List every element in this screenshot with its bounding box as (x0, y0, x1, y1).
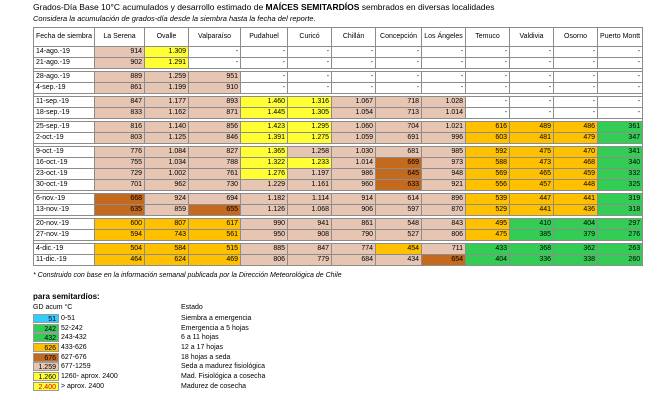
gd-value-cell: 908 (288, 230, 332, 241)
table-row (34, 194, 643, 205)
gd-value-cell: 1.309 (145, 47, 189, 58)
gd-value-cell: 885 (241, 244, 288, 255)
report-title: Grados-Día Base 10°C acumulados y desarrollo estimado de MAÍCES SEMITARDÍOS sembrados en diversas localidades (33, 2, 495, 12)
gd-value-cell: 655 (189, 205, 241, 216)
legend-range: 627-676 (61, 353, 87, 361)
gd-value-cell: 985 (422, 147, 466, 158)
gd-value-cell: 1.259 (145, 72, 189, 83)
gd-value-cell: 951 (189, 72, 241, 83)
table-row (34, 158, 643, 169)
gd-value-cell: 654 (422, 255, 466, 266)
gd-value-cell: 941 (288, 219, 332, 230)
gd-value-cell: 454 (376, 244, 422, 255)
column-header: Temuco (466, 28, 510, 47)
sowing-date-cell: 20-nov.-19 (34, 219, 95, 230)
gd-value-cell: 1.233 (288, 158, 332, 169)
gd-value-cell: 332 (598, 169, 643, 180)
gd-value-cell: - (466, 58, 510, 69)
legend-swatch: 432 (33, 333, 59, 342)
gd-value-cell: 1.197 (288, 169, 332, 180)
column-header: Chillán (332, 28, 376, 47)
gd-value-cell: 1.445 (241, 108, 288, 119)
gd-value-cell: 893 (189, 97, 241, 108)
table-row (34, 47, 643, 58)
legend-title: para semitardíos: (33, 292, 100, 301)
legend-range: 677-1259 (61, 363, 91, 371)
legend-state: 18 hojas a seda (181, 353, 231, 361)
gd-value-cell: - (510, 58, 554, 69)
sowing-date-cell: 16-oct.-19 (34, 158, 95, 169)
gd-value-cell: 1.322 (241, 158, 288, 169)
gd-value-cell: 1.054 (332, 108, 376, 119)
gd-value-cell: 385 (510, 230, 554, 241)
legend-swatch: 676 (33, 353, 59, 362)
gd-value-cell: 1.305 (288, 108, 332, 119)
gd-value-cell: 896 (422, 194, 466, 205)
gd-value-cell: - (466, 72, 510, 83)
gd-value-cell: - (598, 97, 643, 108)
legend-swatch: 242 (33, 324, 59, 333)
gd-value-cell: 336 (510, 255, 554, 266)
gd-value-cell: 527 (376, 230, 422, 241)
gd-value-cell: 755 (95, 158, 145, 169)
column-header: Concepción (376, 28, 422, 47)
gd-value-cell: 962 (145, 180, 189, 191)
table-body (34, 47, 643, 266)
table-row (34, 72, 643, 83)
legend-range: 0-51 (61, 315, 76, 322)
gd-value-cell: 669 (376, 158, 422, 169)
gd-value-cell: - (241, 83, 288, 94)
gd-value-cell: 1.162 (145, 108, 189, 119)
sowing-date-cell: 21-ago.-19 (34, 58, 95, 69)
column-header: Osorno (554, 28, 598, 47)
gd-value-cell: 803 (95, 133, 145, 144)
gd-value-cell: 1.365 (241, 147, 288, 158)
legend-state: Madurez de cosecha (181, 382, 246, 390)
gd-value-cell: 833 (95, 108, 145, 119)
gd-value-cell: 475 (466, 230, 510, 241)
gd-value-cell: 774 (332, 244, 376, 255)
gd-value-cell: 761 (189, 169, 241, 180)
gd-value-cell: 556 (466, 180, 510, 191)
gd-value-cell: - (554, 58, 598, 69)
gd-value-cell: - (466, 97, 510, 108)
gd-value-cell: - (189, 47, 241, 58)
gd-value-cell: 470 (554, 147, 598, 158)
gd-value-cell: - (466, 47, 510, 58)
gd-value-cell: 684 (332, 255, 376, 266)
gd-value-cell: 584 (145, 244, 189, 255)
gd-value-cell: 986 (332, 169, 376, 180)
gd-value-cell: 889 (95, 72, 145, 83)
gd-value-cell: 1.014 (422, 108, 466, 119)
footnote: * Construido con base en la información semanal publicada por la Dirección Meteorológica de Chile (33, 272, 342, 279)
gd-value-cell: - (510, 97, 554, 108)
gd-value-cell: 447 (510, 194, 554, 205)
gd-value-cell: 614 (376, 194, 422, 205)
gd-value-cell: 633 (376, 180, 422, 191)
column-header: Valparaíso (189, 28, 241, 47)
sowing-date-cell: 4-sep.-19 (34, 83, 95, 94)
gd-value-cell: 504 (95, 244, 145, 255)
gd-value-cell: 950 (241, 230, 288, 241)
gd-value-cell: 341 (598, 147, 643, 158)
gd-value-cell: 404 (554, 219, 598, 230)
gd-value-cell: 404 (466, 255, 510, 266)
gd-value-cell: 479 (554, 133, 598, 144)
table-row (34, 230, 643, 241)
gd-value-cell: 624 (145, 255, 189, 266)
gd-value-cell: 486 (554, 122, 598, 133)
sowing-date-cell: 18-sep.-19 (34, 108, 95, 119)
table-row (34, 58, 643, 69)
gd-value-cell: - (598, 83, 643, 94)
gd-value-cell: 1.002 (145, 169, 189, 180)
gd-value-cell: 361 (598, 122, 643, 133)
legend-swatch: 51 (33, 314, 59, 323)
sowing-date-cell: 2-oct.-19 (34, 133, 95, 144)
gd-value-cell: 515 (189, 244, 241, 255)
gd-value-cell: - (510, 47, 554, 58)
legend-swatch: 1.259 (33, 362, 59, 371)
report-subtitle: Considera la acumulación de grados-día desde la siembra hasta la fecha del reporte. (33, 14, 316, 23)
gd-value-cell: 827 (189, 147, 241, 158)
gd-value-cell: 681 (376, 147, 422, 158)
gd-value-cell: 1.067 (332, 97, 376, 108)
gd-value-cell: 1.030 (332, 147, 376, 158)
legend-range: > aprox. 2400 (61, 382, 105, 390)
gd-value-cell: 475 (510, 147, 554, 158)
gd-value-cell: - (332, 83, 376, 94)
gd-value-cell: 788 (189, 158, 241, 169)
sowing-date-cell: 30-oct.-19 (34, 180, 95, 191)
column-header: Puerto Montt (598, 28, 643, 47)
gd-value-cell: 1.460 (241, 97, 288, 108)
legend-col2-header: Estado (181, 304, 203, 311)
sowing-date-cell: 23-oct.-19 (34, 169, 95, 180)
table-row (34, 97, 643, 108)
gd-value-cell: - (422, 47, 466, 58)
gd-value-cell: - (554, 97, 598, 108)
gd-value-cell: 318 (598, 205, 643, 216)
gd-value-cell: - (554, 108, 598, 119)
gd-value-cell: 1.125 (145, 133, 189, 144)
gd-value-cell: - (554, 72, 598, 83)
gd-value-cell: 816 (95, 122, 145, 133)
gd-value-cell: 910 (189, 83, 241, 94)
legend-state: 6 a 11 hojas (181, 334, 219, 342)
gd-value-cell: 1.126 (241, 205, 288, 216)
legend-swatch: 626 (33, 343, 59, 352)
gd-value-cell: 906 (332, 205, 376, 216)
gd-value-cell: 704 (376, 122, 422, 133)
gd-value-cell: - (288, 83, 332, 94)
gd-value-cell: 807 (145, 219, 189, 230)
gd-value-cell: 263 (598, 244, 643, 255)
column-header: Ovalle (145, 28, 189, 47)
gd-value-cell: - (332, 47, 376, 58)
gd-value-cell: 260 (598, 255, 643, 266)
sowing-date-cell: 27-nov.-19 (34, 230, 95, 241)
gd-value-cell: 847 (95, 97, 145, 108)
gd-value-cell: 539 (466, 194, 510, 205)
gd-value-cell: 856 (189, 122, 241, 133)
legend-swatch: 2.400 (33, 382, 59, 391)
column-header: Pudahuel (241, 28, 288, 47)
legend-state: Emergencia a 5 hojas (181, 324, 249, 332)
gd-value-cell: 597 (376, 205, 422, 216)
legend-state: Siembra a emergencia (181, 315, 252, 322)
table-row (34, 169, 643, 180)
gd-value-cell: - (554, 83, 598, 94)
gd-value-cell: 743 (145, 230, 189, 241)
gd-value-cell: - (598, 108, 643, 119)
gd-value-cell: - (598, 47, 643, 58)
table-row (34, 205, 643, 216)
gd-value-cell: 617 (189, 219, 241, 230)
gd-value-cell: 1.177 (145, 97, 189, 108)
gd-value-cell: 495 (466, 219, 510, 230)
gd-value-cell: 668 (95, 194, 145, 205)
gd-value-cell: 921 (422, 180, 466, 191)
gd-value-cell: 469 (189, 255, 241, 266)
gd-value-cell: - (288, 58, 332, 69)
gd-value-cell: - (466, 108, 510, 119)
table-row (34, 133, 643, 144)
gd-value-cell: - (598, 58, 643, 69)
gd-value-cell: 368 (510, 244, 554, 255)
gd-value-cell: 276 (598, 230, 643, 241)
gd-value-cell: 468 (554, 158, 598, 169)
gd-value-cell: 645 (376, 169, 422, 180)
gd-value-cell: 914 (95, 47, 145, 58)
table-row (34, 108, 643, 119)
gd-value-cell: 340 (598, 158, 643, 169)
gd-value-cell: 1.276 (241, 169, 288, 180)
gd-value-cell: 1.028 (422, 97, 466, 108)
legend-range: 243-432 (61, 334, 87, 342)
gd-value-cell: - (241, 47, 288, 58)
gd-value-cell: 1.161 (288, 180, 332, 191)
table-row (34, 219, 643, 230)
gd-value-cell: 859 (145, 205, 189, 216)
gd-value-cell: 1.391 (241, 133, 288, 144)
gd-value-cell: 434 (376, 255, 422, 266)
gd-value-cell: 465 (510, 169, 554, 180)
gd-value-cell: - (376, 83, 422, 94)
gd-value-cell: 806 (241, 255, 288, 266)
gd-value-cell: 1.068 (288, 205, 332, 216)
gd-value-cell: - (510, 72, 554, 83)
gd-value-cell: 473 (510, 158, 554, 169)
gd-value-cell: 694 (189, 194, 241, 205)
gd-value-cell: 325 (598, 180, 643, 191)
gd-value-cell: 464 (95, 255, 145, 266)
gd-value-cell: 843 (422, 219, 466, 230)
gd-value-cell: 561 (189, 230, 241, 241)
gd-value-cell: 1.229 (241, 180, 288, 191)
gd-value-cell: 1.140 (145, 122, 189, 133)
gd-value-cell: 1.258 (288, 147, 332, 158)
gd-value-cell: 297 (598, 219, 643, 230)
table-row (34, 180, 643, 191)
gd-value-cell: 924 (145, 194, 189, 205)
sowing-date-cell: 28-ago.-19 (34, 72, 95, 83)
legend-range: 52-242 (61, 324, 83, 332)
gd-value-cell: 410 (510, 219, 554, 230)
gd-value-cell: 347 (598, 133, 643, 144)
gd-value-cell: - (288, 72, 332, 83)
column-header: La Serena (95, 28, 145, 47)
gd-value-cell: 870 (422, 205, 466, 216)
legend-range: 433-626 (61, 344, 87, 352)
gd-value-cell: 1.423 (241, 122, 288, 133)
gd-value-cell: 1.275 (288, 133, 332, 144)
gd-value-cell: 846 (189, 133, 241, 144)
table-row (34, 122, 643, 133)
sowing-date-cell: 4-dic.-19 (34, 244, 95, 255)
gd-value-cell: 457 (510, 180, 554, 191)
sowing-date-cell: 14-ago.-19 (34, 47, 95, 58)
gd-value-cell: 603 (466, 133, 510, 144)
gd-value-cell: 338 (554, 255, 598, 266)
gd-value-cell: 914 (332, 194, 376, 205)
date-column-header: Fecha de siembra (34, 28, 95, 47)
gd-value-cell: 711 (422, 244, 466, 255)
table-row (34, 244, 643, 255)
gd-value-cell: 1.182 (241, 194, 288, 205)
gd-value-cell: - (510, 108, 554, 119)
gd-value-cell: - (332, 72, 376, 83)
gd-value-cell: 616 (466, 122, 510, 133)
gd-value-cell: 441 (510, 205, 554, 216)
table-row (34, 255, 643, 266)
gd-value-cell: 1.291 (145, 58, 189, 69)
gd-value-cell: 960 (332, 180, 376, 191)
gd-value-cell: 1.060 (332, 122, 376, 133)
gd-value-cell: 1.316 (288, 97, 332, 108)
gd-value-cell: 569 (466, 169, 510, 180)
gd-value-cell: 433 (466, 244, 510, 255)
gd-value-cell: 481 (510, 133, 554, 144)
gd-value-cell: - (376, 72, 422, 83)
gd-value-cell: 459 (554, 169, 598, 180)
gd-value-cell: 436 (554, 205, 598, 216)
gd-value-cell: 948 (422, 169, 466, 180)
gd-value-cell: - (466, 83, 510, 94)
gd-value-cell: 362 (554, 244, 598, 255)
sowing-date-cell: 25-sep.-19 (34, 122, 95, 133)
legend-col1-header: GD acum °C (33, 304, 73, 311)
gd-value-cell: 441 (554, 194, 598, 205)
gd-value-cell: - (422, 58, 466, 69)
gd-value-cell: - (332, 58, 376, 69)
column-header: Valdivia (510, 28, 554, 47)
gd-value-cell: 729 (95, 169, 145, 180)
gd-value-cell: - (376, 58, 422, 69)
gd-value-cell: - (510, 83, 554, 94)
sowing-date-cell: 11-dic.-19 (34, 255, 95, 266)
gd-value-cell: 776 (95, 147, 145, 158)
gd-value-cell: - (288, 47, 332, 58)
legend-header (33, 304, 203, 311)
gd-value-cell: - (241, 72, 288, 83)
column-header: Los Ángeles (422, 28, 466, 47)
gd-value-cell: 990 (241, 219, 288, 230)
gd-value-cell: 588 (466, 158, 510, 169)
gd-value-cell: 319 (598, 194, 643, 205)
legend-state: 12 a 17 hojas (181, 344, 224, 352)
gd-value-cell: 1.084 (145, 147, 189, 158)
gd-value-cell: 1.199 (145, 83, 189, 94)
gd-value-cell: 489 (510, 122, 554, 133)
gd-value-cell: 902 (95, 58, 145, 69)
gd-value-cell: 1.021 (422, 122, 466, 133)
gd-value-cell: 790 (332, 230, 376, 241)
gd-value-cell: 861 (332, 219, 376, 230)
gd-value-cell: - (189, 58, 241, 69)
gd-value-cell: 592 (466, 147, 510, 158)
sowing-date-cell: 9-oct.-19 (34, 147, 95, 158)
gd-value-cell: 1.059 (332, 133, 376, 144)
sowing-date-cell: 11-sep.-19 (34, 97, 95, 108)
gd-value-cell: 973 (422, 158, 466, 169)
gd-value-cell: 996 (422, 133, 466, 144)
gd-value-cell: 1.295 (288, 122, 332, 133)
legend-state: Seda a madurez fisiológica (181, 363, 266, 371)
table-row (34, 147, 643, 158)
gd-value-cell: 635 (95, 205, 145, 216)
gd-value-cell: - (598, 72, 643, 83)
gd-value-cell: 1.014 (332, 158, 376, 169)
legend-range: 1260- aprox. 2400 (61, 373, 118, 381)
sowing-date-cell: 6-nov.-19 (34, 194, 95, 205)
gd-value-cell: - (422, 83, 466, 94)
gd-value-cell: 871 (189, 108, 241, 119)
legend-state: Mad. Fisiológica a cosecha (181, 373, 266, 381)
gd-value-cell: 806 (422, 230, 466, 241)
table-row (34, 83, 643, 94)
gd-value-cell: 600 (95, 219, 145, 230)
gd-value-cell: 713 (376, 108, 422, 119)
gd-value-cell: 529 (466, 205, 510, 216)
gd-value-cell: - (241, 58, 288, 69)
gd-value-cell: 701 (95, 180, 145, 191)
gd-value-cell: - (422, 72, 466, 83)
gd-value-cell: - (376, 47, 422, 58)
sowing-date-cell: 13-nov.-19 (34, 205, 95, 216)
gd-value-cell: 730 (189, 180, 241, 191)
column-header: Curicó (288, 28, 332, 47)
gd-value-cell: 1.114 (288, 194, 332, 205)
gd-value-cell: 379 (554, 230, 598, 241)
growing-degree-day-table (33, 27, 643, 266)
gd-value-cell: 691 (376, 133, 422, 144)
gd-value-cell: 861 (95, 83, 145, 94)
gd-value-cell: 548 (376, 219, 422, 230)
gd-value-cell: - (554, 47, 598, 58)
gd-value-cell: 779 (288, 255, 332, 266)
gd-value-cell: 594 (95, 230, 145, 241)
gd-value-cell: 1.034 (145, 158, 189, 169)
legend-swatch: 1.260 (33, 372, 59, 381)
gd-value-cell: 448 (554, 180, 598, 191)
gd-value-cell: 847 (288, 244, 332, 255)
gd-value-cell: 718 (376, 97, 422, 108)
